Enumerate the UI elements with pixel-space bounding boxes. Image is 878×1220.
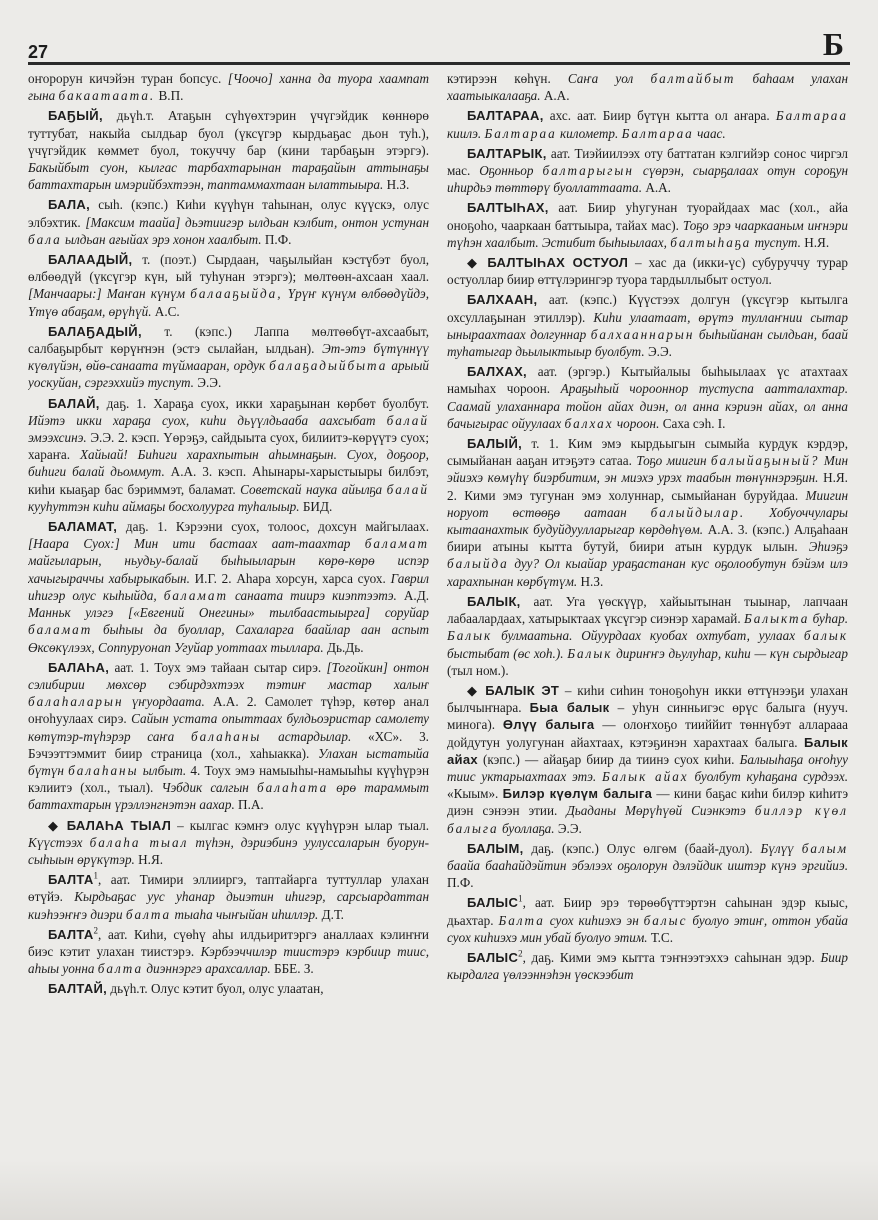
example-text: түһэн, дэриэбинэ уулуссаларын буорун-сыһыын өрүкүтэр. bbox=[28, 834, 429, 867]
example-keyword: балтайбыт bbox=[650, 71, 736, 86]
headword: БАЛААДЫЙ, bbox=[48, 252, 133, 268]
source-text: «Кыым». bbox=[447, 786, 503, 802]
entry-balhaan bbox=[447, 291, 848, 360]
page-header bbox=[28, 26, 850, 62]
entry-text: оҥорорун кичэйэн туран бопсус. bbox=[28, 71, 228, 86]
definition-text: дьүһ.т. Олус кэтит буол, олус улаатан, bbox=[107, 981, 324, 997]
page-shadow bbox=[0, 1160, 878, 1220]
source-text: Т.С. bbox=[647, 929, 673, 945]
example-keyword: балта bbox=[125, 906, 172, 922]
headword: БАЛТЫҺАХ, bbox=[467, 200, 549, 216]
headword: БАЛХАХ, bbox=[467, 364, 527, 380]
example-keyword: балта bbox=[97, 961, 144, 977]
definition-text: «ХС». 3. Бэчээттэммит биир страница (хол., хаһыакка). bbox=[28, 728, 429, 761]
example-keyword: балаһа тыал bbox=[89, 834, 189, 850]
headword: БАЛТАРЫК, bbox=[467, 145, 547, 161]
example-text: булмаатьна. Ойуурдаах куобах охтубат, уулаах bbox=[492, 628, 804, 644]
example-text: Бакыйбыт суон, кылгас тарбахтарынан тараҕайын аттынаҕы баттахтарын имэрийбэхтээн, таптаммахтаан ылаттыыра. bbox=[28, 160, 429, 193]
example-keyword: балхааннарын bbox=[590, 326, 695, 342]
subheadword: Балык айах bbox=[447, 734, 848, 767]
source-text: П.Ф. bbox=[261, 231, 292, 247]
entry-balaadyi bbox=[28, 251, 429, 320]
example-text: астардылар. bbox=[261, 728, 352, 744]
headword: БАЛТА bbox=[48, 926, 94, 942]
source-text: А.С. bbox=[151, 303, 180, 319]
example-text: Сайын устата опыттаах булдьоэристар самолету көтүтэр-түһэрэр саҥа bbox=[28, 711, 429, 744]
example-text: баһаам улахан хаатыыкалааҕа. bbox=[447, 71, 848, 104]
example-text: Күүстээх bbox=[28, 834, 90, 850]
example-text: тыаһа чыҥыйан иһиллэр. bbox=[171, 906, 319, 922]
example-text: майгыларын, ньудьу-балай быһыыларын көрө-көрө испэр хачыгыраччы хабырыкабын. bbox=[28, 553, 429, 586]
source-text: БИД. bbox=[299, 498, 333, 514]
definition-text: аат. (кэпс.) Күүстээх долгун (үксүгэр кытылга охсуллаҕынан этиллэр). bbox=[447, 292, 848, 325]
example-text: Тоҕо миигин bbox=[636, 453, 711, 469]
example-text: кууһуттэн киһи аймаҕы босхолуурга туһалыыр. bbox=[28, 498, 300, 514]
example-keyword: Балтараа bbox=[484, 125, 557, 141]
definition-text: ахс. аат. Биир бүтүн кытта ол аҥара. bbox=[543, 108, 776, 124]
entry-balhah bbox=[447, 363, 848, 432]
definition-text: , аат. Биир эрэ төрөөбүттэртэн саһынан эдэр кыыс, дьахтар. bbox=[447, 895, 848, 928]
example-text: дуу? Ол кыайар ураҕастанан кус оҕолообутун бэйэм илэ харахпынан көрбүтүм. bbox=[447, 556, 848, 589]
example-text: Советскай наука айылҕа bbox=[240, 481, 387, 497]
entry-balai bbox=[28, 395, 429, 515]
source-text: Н.З. bbox=[577, 573, 604, 589]
example-keyword: балай bbox=[386, 412, 429, 428]
definition-text: даҕ. 1. Хараҕа суох, икки хараҕынан көрбөт буолбут. bbox=[99, 395, 429, 411]
example-text: [Максим таайа] дьэтиигэр ылдьан кэлбит, онтон устунан bbox=[85, 214, 429, 230]
definition-text: А.А. 3. (кэпс.) Алҕаһаан биири атыны кытта бутуй, биири атын курдук ылын. bbox=[447, 522, 848, 555]
headword: БАЛА, bbox=[48, 197, 91, 213]
example-keyword: баламат bbox=[28, 622, 93, 638]
example-text: Гаврил иһигэр олус кыһыйда, bbox=[28, 570, 429, 603]
homonym-index: 1 bbox=[93, 870, 99, 881]
headword: БАҔЫЙ, bbox=[48, 108, 103, 124]
example-text: быстыбат (өс хоһ.). bbox=[447, 645, 568, 661]
entry-balyk bbox=[447, 593, 848, 679]
definition-text: — олоҥхоҕо тииййит төннүбэт алларааа дойдутун уолугунан айахтаах, кэтэҕинэн харахтаах балыга. bbox=[447, 717, 848, 750]
source-text: Дь.Дь. bbox=[323, 639, 364, 655]
source-text: П.Ф. bbox=[447, 875, 474, 891]
headword: БАЛТАРАА, bbox=[467, 108, 544, 124]
diamond-icon: ◆ bbox=[48, 817, 61, 833]
definition-text: – кылгас кэмҥэ олус күүһүрэн ылар тыал. bbox=[171, 817, 429, 833]
entry-text: кэтирээн көһүн. bbox=[447, 71, 568, 86]
definition-text: даҕ. 1. Кэрээни суох, толоос, дохсун майгылаах. bbox=[117, 519, 429, 535]
example-text: Хобуоччулары кытаанахтык бyдуйдуулларыгар көрдөһүөм. bbox=[447, 504, 848, 538]
example-text: дириҥҥэ дьулуһар, киһи — күн сырдыгар bbox=[612, 645, 848, 661]
example-text: [Чоочо] ханна да туора хаампат гына bbox=[28, 71, 429, 104]
page-number: 27 bbox=[28, 42, 49, 62]
example-text: Биир кырдалга үөлээннэһэн үөскээбит bbox=[447, 949, 848, 983]
section-letter: Б bbox=[822, 26, 844, 62]
definition-text: И.Г. 2. Аһара хорсун, харса суох. bbox=[189, 570, 391, 586]
definition-text: аат. Уга үөскүүр, хайыытынан тыынар, лапчаан лабаалардаах, хатырыктаах үксүгэр сиэнэр харамай. bbox=[447, 593, 848, 627]
headword: БАЛАҔАДЫЙ, bbox=[48, 323, 142, 339]
definition-text: – уһун синньигэс өрүс балыга (нууч. минога). bbox=[447, 700, 848, 733]
definition-text: – хас да (икки-үс) субуруччу турар остуоллар биир өттүлэрингэр туора тардыллыбыт остуол. bbox=[447, 255, 848, 288]
entry-balaha-tyal bbox=[28, 817, 429, 869]
source-text: Н.З. bbox=[383, 177, 410, 193]
diamond-icon: ◆ bbox=[467, 255, 481, 271]
example-text: ылбыт. bbox=[138, 762, 187, 778]
source-text: В.П. bbox=[155, 88, 184, 104]
example-text: Миигин норуот өстөөҕө аатаан bbox=[447, 487, 848, 520]
definition-text: (кэпс.) — айаҕар биир да тиинэ суох киһи. bbox=[477, 751, 740, 767]
subheadword: Быа балык bbox=[529, 700, 610, 716]
example-keyword: балыс bbox=[643, 912, 688, 928]
definition-text: аат. Биир уһугунан туорайдаах мас (хол., айа оноҕоһо, чааркаан баттыыра, тайах мас). bbox=[447, 200, 848, 233]
headword: БАЛТА bbox=[48, 872, 94, 888]
definition-text: дьүһ.т. Атаҕын сүһүөхтэрин үчүгэйдик көннөрө туттубат, накыйа сылдьар буол (үксүгэр кырдьаҕас дьон туһ.), үчүгэйдик көммет буол, токуччу бар (кини тарбаҕын этэргэ). bbox=[28, 108, 429, 158]
entry-balys-2 bbox=[447, 949, 848, 983]
example-text: чаас. bbox=[693, 125, 726, 141]
entry-balamat bbox=[28, 518, 429, 656]
example-text: Үрүҥ күнүм өлбөөдүйдэ, Үтүө абаҕам, өрүһүй. bbox=[28, 286, 429, 319]
entry-balyk-et bbox=[447, 682, 848, 837]
entry-balagadyi bbox=[28, 323, 429, 392]
example-text: Тоҕо эрэ чааркааным иҥнэри түһэн хаалбыт. Эстибит быһыылаах, bbox=[447, 217, 848, 250]
headword: БАЛТЫҺАХ ОСТУОЛ bbox=[487, 255, 629, 271]
example-text: Кэрбээччилэр тиистэрэ кэрбиир тиис, аһыы уонна bbox=[28, 943, 429, 977]
headword: БАЛАҺА, bbox=[48, 659, 110, 675]
example-keyword: балай bbox=[386, 481, 429, 497]
example-keyword: бала bbox=[28, 231, 62, 247]
entry-balta-2 bbox=[28, 926, 429, 978]
headword: БАЛТАЙ, bbox=[48, 981, 108, 997]
headword: БАЛАҺА ТЫАЛ bbox=[66, 817, 172, 833]
example-text: буоллаҕа. bbox=[498, 820, 555, 836]
headword: БАЛЫС bbox=[467, 895, 519, 911]
example-keyword: Балык bbox=[447, 628, 493, 644]
source-text: А.Д. bbox=[396, 587, 429, 603]
headword: БАЛАЙ, bbox=[48, 395, 100, 411]
example-text: чороон. bbox=[613, 415, 660, 431]
definition-text: Э.Э. 2. кэсп. Үөрэҕэ, сайдыыта суох, билиитэ-көрүүтэ суох; хараҥа. bbox=[28, 430, 429, 463]
definition-text: — кини баҕас киһи билэр киһитэ диэн сэнээн этии. bbox=[447, 786, 848, 819]
example-text: Ийэтэ икки хараҕа суох, киһи дьүүлдьааба аахсыбат bbox=[28, 412, 387, 428]
definition-text: – киһи сиһин тоноҕоһун икки өттүнээҕи улахан былчыҥнара. bbox=[447, 682, 848, 716]
example-keyword: Балта bbox=[498, 912, 545, 928]
source-text: Д.Т. bbox=[318, 906, 344, 922]
example-text: үҥуордаата. bbox=[123, 694, 205, 710]
example-keyword: Балык айах bbox=[602, 768, 689, 784]
example-text: Манньк улэгэ [«Евгений Онегины» тылбаастыырга] соруйар bbox=[28, 605, 429, 621]
definition-text: аат. Тиэйиилээх оту баттатан кэлгийэр сонос чиргэл мас. bbox=[447, 145, 848, 179]
example-text: километр. bbox=[556, 125, 622, 141]
headword: БАЛЫК ЭТ bbox=[485, 682, 560, 698]
example-keyword: балаһаларын bbox=[28, 694, 124, 710]
example-keyword: балаһаны bbox=[68, 762, 139, 778]
example-text: Дьаданы Мөрүһүөй Сиэнкэтэ bbox=[566, 803, 755, 819]
example-text: Эт-этэ бүтүннүү күөлүйэн, өйө-санаата түймааран, ордук bbox=[28, 341, 429, 374]
example-text: эмээхсинэ. bbox=[28, 430, 87, 446]
definition-text: аат. (эргэр.) Кытыйалыы быһыылаах үс атахтаах намыһах чороон. bbox=[447, 364, 848, 397]
example-text: киилэ. bbox=[447, 125, 485, 141]
entry-balaha bbox=[28, 659, 429, 814]
definition-text: , даҕ. Кими эмэ кытта тэҥнээтэххэ саһынан эдэр. bbox=[522, 949, 821, 965]
homonym-index: 1 bbox=[518, 893, 523, 904]
example-keyword: балтыһаҕа bbox=[670, 234, 752, 250]
example-text: быһыы да буоллар, Сахаларга баайлар аан аспыт Өксөкүлээх, Соппуруонап Угуйар уоттаах тыллара. bbox=[28, 622, 429, 655]
example-text: Саҥа уол bbox=[567, 71, 651, 86]
headword: БАЛЫС bbox=[467, 949, 519, 965]
subheadword: Билэр күөлүм балыга bbox=[502, 786, 653, 802]
entry-baltyhah bbox=[447, 199, 848, 251]
example-keyword: баламат bbox=[163, 587, 228, 603]
example-text: Араҕыһый чорооннор тустуспа аатталахтар. Саамай улаханнара тойон айах диэн, ол анна кэриэн айах, ол анна бачыгырас ойуулаах bbox=[447, 381, 848, 431]
entry-balym bbox=[447, 840, 848, 892]
entry-continuation bbox=[447, 70, 848, 104]
subheadword: Өлүү балыга bbox=[502, 717, 595, 733]
source-text: Н.Я. bbox=[800, 234, 830, 250]
definition-text: 4. Тоух эмэ намыыһы-намыыһы күүһүрэн кэлиитэ (хол., тыал). bbox=[28, 762, 429, 796]
entry-baltyhah-ostuol bbox=[447, 254, 848, 288]
example-text: Улахан ыстатыйа бүтүн bbox=[28, 745, 429, 778]
example-keyword: балыйда bbox=[447, 556, 509, 572]
headword: БАЛХААН, bbox=[467, 292, 538, 308]
entry-baltai bbox=[28, 980, 429, 997]
definition-text: , аат. Тимири эллииргэ, таптайарга туттуллар улахан өтүйэ. bbox=[28, 872, 429, 905]
homonym-index: 2 bbox=[93, 925, 99, 936]
definition-text: т. (поэт.) Сырдаан, чаҕылыйан кэстүбэт буол, өлбөөдүй (үксүгэр күн, ый туһунан этэргэ); мөлтөөн-ахсаан хаал. bbox=[28, 252, 429, 285]
example-text: быһыйанан сылдьан, баай туһатыгар дьылыктыыр буолбут. bbox=[447, 326, 848, 360]
example-text: санаата тиирэ киэптээтэ. bbox=[227, 587, 397, 603]
example-keyword: балаҕадыйбыта bbox=[269, 358, 388, 374]
example-text: [Манчаары:] Маҥан күнүм bbox=[28, 286, 191, 302]
example-text: Бүлүү bbox=[760, 840, 802, 856]
right-column bbox=[447, 70, 848, 1160]
example-text: Оҕонньор bbox=[479, 163, 543, 179]
source-text: А.А. bbox=[540, 88, 570, 104]
entry-balys-1 bbox=[447, 894, 848, 946]
example-text: буолуо этиҥ, оттон убайа суох киһиэхэ мин убай буолуо этим. bbox=[447, 912, 848, 945]
headword: БАЛЫЙ, bbox=[467, 436, 522, 452]
definition-text: т. 1. Ким эмэ кырдьыгын сымыйа курдук кэрдэр, сымыйанан ааҕан итэҕэтэ сатаа. bbox=[447, 436, 848, 469]
example-keyword: балыйдылар. bbox=[650, 504, 746, 520]
example-keyword: Балтараа bbox=[775, 108, 848, 124]
example-text: арыый уоскуйан, сэргэххийэ туспут. bbox=[28, 358, 429, 391]
example-keyword: балым bbox=[801, 840, 848, 856]
diamond-icon: ◆ bbox=[467, 682, 480, 698]
example-text: ылдьан ағыйах эрэ хонон хаалбыт. bbox=[61, 231, 262, 247]
headword: БАЛЫМ, bbox=[467, 840, 524, 856]
homonym-index: 2 bbox=[518, 948, 523, 959]
definition-text: А.А. 3. кэсп. Аһынары-харыстыыры билбэт, киһи кыаҕар бас бэриммэт, баламат. bbox=[28, 464, 429, 497]
definition-text: аат. 1. Тоух эмэ тайаан сытар сирэ. bbox=[109, 659, 327, 675]
definition-text: сыһ. (кэпс.) Киһи күүһүн таһынан, олус күүскэ, олус элбэхтик. bbox=[28, 197, 429, 230]
example-text: буолбут куһаҕана сурдээх. bbox=[688, 768, 848, 784]
example-text: сүөрэн, сыарҕалаах отун сороҕун иһирдьэ төттөрү буоллаттаата. bbox=[447, 163, 848, 196]
example-keyword: баламат bbox=[364, 536, 429, 552]
example-text: [Наара Суох:] Мин ити бастаах аат-таахтар bbox=[28, 536, 365, 552]
example-text: Хайыай! Биһиги харахпытын аһымнаҕын. Суох, доҕоор, биһиги балай дьоммут. bbox=[28, 447, 429, 480]
source-text: Э.Э. bbox=[644, 344, 672, 360]
entry-balyi bbox=[447, 435, 848, 590]
example-text: Мин эйиэхэ көмүһү биэрбитим, эн миэхэ урэх таабын төнүннэрэҕин. bbox=[447, 453, 848, 486]
entry-baltaryk bbox=[447, 145, 848, 197]
header-rule bbox=[28, 62, 850, 65]
example-text: диэннэргэ арахсаллар. bbox=[143, 961, 271, 977]
example-keyword: балык bbox=[803, 628, 848, 644]
example-text: Кырдьаҕас уус уһанар дьиэтин иһигэр, сарсыардаттан киэһээҥҥэ диэри bbox=[28, 889, 429, 922]
example-keyword: бакаатаата. bbox=[58, 88, 156, 104]
example-text: буһар. bbox=[809, 611, 848, 627]
definition-text: т. (кэпс.) Лаппа мөлтөөбүт-ахсаабыт, салбаҕырбыт көрүҥнэн (эстэ сылайан, ылдьан). bbox=[28, 323, 429, 357]
entry-balta-1 bbox=[28, 871, 429, 923]
example-keyword: балхах bbox=[564, 415, 614, 431]
entry-bala bbox=[28, 196, 429, 248]
source-text: Саха сэһ. I. bbox=[659, 415, 726, 431]
example-text: баайа бааһайдэйтин эбэлээх оҕолорун дэлэйдик иштэр күнэ эргийиэ. bbox=[447, 857, 848, 873]
example-text: суох киһиэхэ эн bbox=[544, 912, 644, 928]
entry-continuation bbox=[28, 70, 429, 104]
source-text: Э.Э. bbox=[193, 375, 222, 391]
source-text: Э.Э. bbox=[554, 820, 582, 836]
example-text: туспут. bbox=[751, 234, 801, 250]
example-text: өрө тараммыт баттахтарын үрэллэнгнэтэн аахар. bbox=[28, 780, 429, 813]
source-text: (тыл ном.). bbox=[447, 662, 509, 678]
source-text: Н.Я. bbox=[134, 851, 164, 867]
example-text: Киһи улаатаат, өрүтэ туллаҥнии сытар ыныраахтаах долгуннар bbox=[447, 309, 848, 342]
example-text: Чэбдик салгын bbox=[161, 780, 257, 796]
example-keyword: биллэр күөл балыга bbox=[447, 803, 848, 836]
example-keyword: балтарыгын bbox=[542, 163, 634, 179]
definition-text: А.А. 2. Самолет түһэр, көтөр анал оҥоһуулаах сирэ. bbox=[28, 694, 429, 727]
definition-text: даҕ. (кэпс.) Олус өлгөм (баай-дуол). bbox=[523, 840, 761, 856]
example-keyword: балаһаны bbox=[190, 728, 262, 744]
headword: БАЛАМАТ, bbox=[48, 519, 118, 535]
dictionary-columns bbox=[28, 70, 848, 1160]
example-keyword: Балык bbox=[567, 645, 613, 661]
example-text: [Тогойкин] онтон сэлибирии мөхсөр сэбирдэхтээх тэтиҥ мастар халыҥ bbox=[28, 659, 429, 692]
example-keyword: балааҕыйда, bbox=[190, 286, 283, 302]
example-keyword: Балыкта bbox=[743, 611, 810, 627]
example-text: Балыыһаҕа оҥоһуу тиис уктарыахтаах этэ. bbox=[447, 751, 848, 784]
source-text: П.А. bbox=[234, 797, 264, 813]
definition-text: Н.Я. 2. Кими эмэ тугунан эмэ холуннар, сымыйанан буруйдаа. bbox=[447, 470, 848, 503]
example-keyword: балыйаҕыный? bbox=[710, 453, 820, 469]
example-text: Эһиэҕэ bbox=[808, 539, 848, 555]
entry-baltaraa bbox=[447, 107, 848, 141]
source-text: ББЕ. З. bbox=[270, 961, 314, 977]
definition-text: , аат. Киһи, сүөһү аһы илдьиритэргэ аналлаах кэлиҥҥи биэс кэтит улахан тиистэрэ. bbox=[28, 926, 429, 959]
entry-bakyi bbox=[28, 107, 429, 193]
left-column bbox=[28, 70, 429, 1160]
example-keyword: Балтараа bbox=[621, 125, 694, 141]
source-text: А.А. bbox=[642, 180, 671, 196]
example-keyword: балаһата bbox=[256, 780, 329, 796]
headword: БАЛЫК, bbox=[467, 593, 521, 609]
